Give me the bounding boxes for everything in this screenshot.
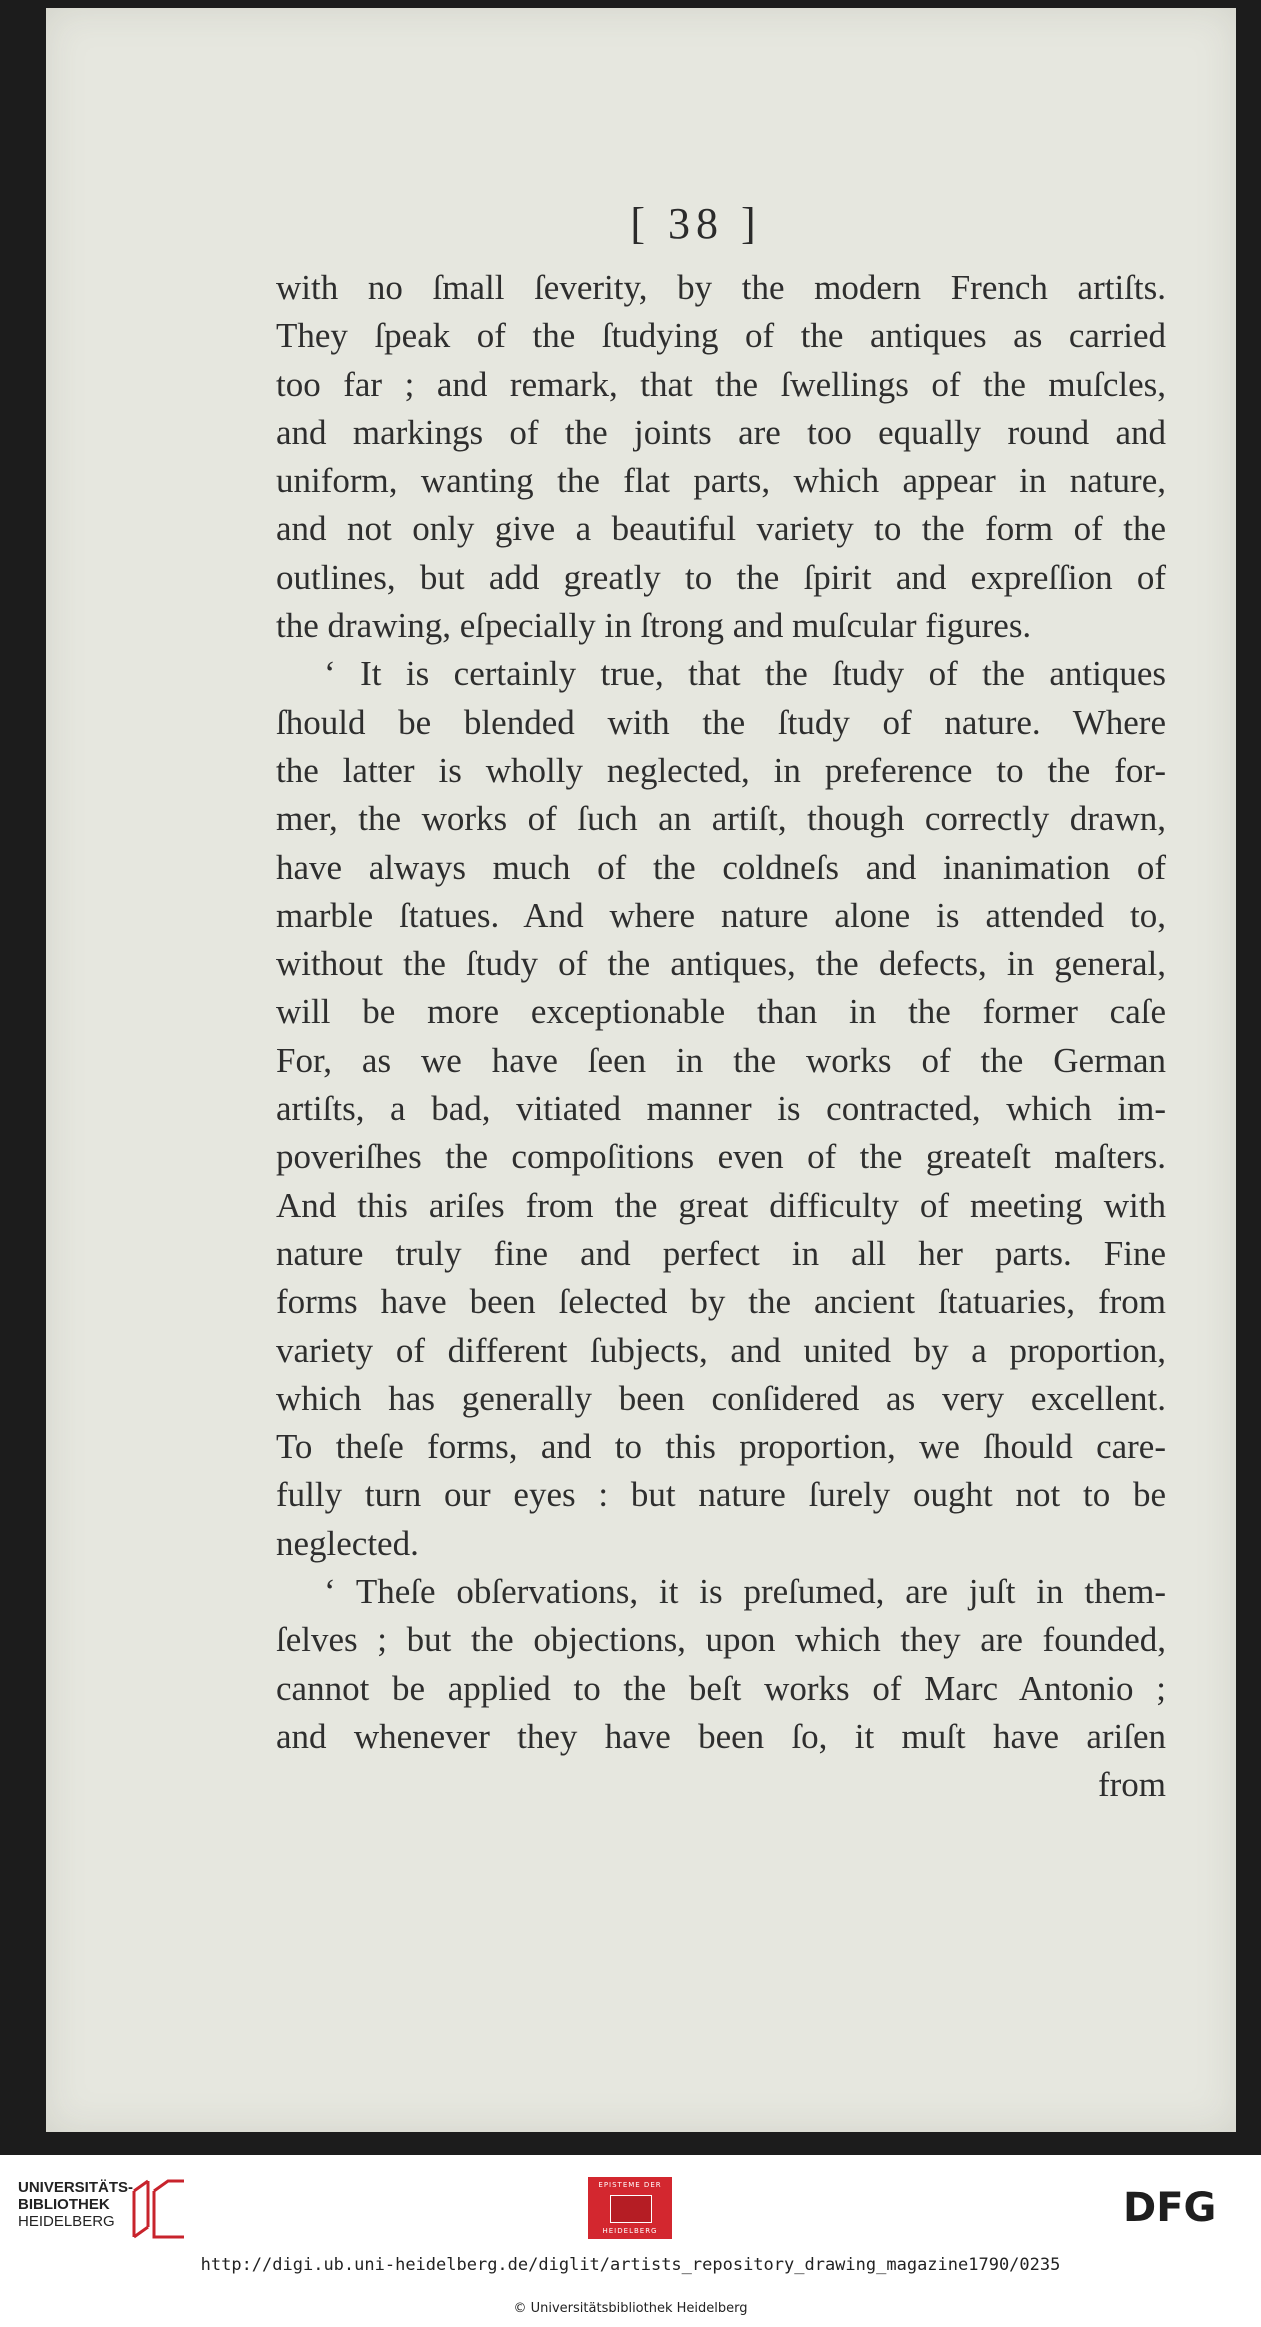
text-line: neglected. bbox=[276, 1523, 419, 1563]
text-line: fully turn our eyes : but nature ſurely ought not to be bbox=[276, 1475, 1166, 1515]
text-line: And this ariſes from the great difficulty of meeting with bbox=[276, 1185, 1166, 1225]
text-line: nature truly fine and perfect in all her parts. Fine bbox=[276, 1233, 1166, 1273]
text-line: ſelves ; but the objections, upon which they are founded, bbox=[276, 1620, 1166, 1660]
uni-line-2: BIBLIOTHEK bbox=[18, 2196, 110, 2213]
episteme-logo-top: EPISTEME DER bbox=[598, 2181, 662, 2189]
university-library-name bbox=[18, 2179, 133, 2230]
text-line: have always much of the coldneſs and inanimation of bbox=[276, 847, 1166, 887]
text-line: too far ; and remark, that the ſwellings of the muſcles, bbox=[276, 364, 1166, 404]
text-line: artiſts, a bad, vitiated manner is contracted, which im- bbox=[276, 1089, 1166, 1129]
footer bbox=[0, 2155, 1261, 2327]
seal-icon bbox=[610, 2195, 652, 2223]
text-line: To theſe forms, and to this proportion, we ſhould care- bbox=[276, 1427, 1166, 1467]
dfg-logo[interactable] bbox=[1123, 2185, 1245, 2227]
text-line: ‘ It is certainly true, that the ſtudy of the antiques bbox=[324, 654, 1166, 694]
text-line: will be more exceptionable than in the former caſe bbox=[276, 992, 1166, 1032]
uni-line-3: HEIDELBERG bbox=[18, 2213, 115, 2230]
text-line: which has generally been conſidered as very excellent. bbox=[276, 1378, 1166, 1418]
text-line: uniform, wanting the flat parts, which appear in nature, bbox=[276, 461, 1166, 501]
text-line: and whenever they have been ſo, it muſt have ariſen bbox=[276, 1716, 1166, 1756]
uni-line-1: UNIVERSITÄTS- bbox=[18, 2179, 134, 2196]
text-line: variety of different ſubjects, and united by a proportion, bbox=[276, 1330, 1166, 1370]
text-line: with no ſmall ſeverity, by the modern French artiſts. bbox=[276, 268, 1166, 307]
university-emblem-icon bbox=[128, 2177, 188, 2239]
text-line: They ſpeak of the ſtudying of the antiques as carried bbox=[276, 316, 1166, 356]
text-line: and not only give a beautiful variety to the form of the bbox=[276, 509, 1166, 549]
text-line: from bbox=[1097, 1765, 1166, 1805]
text-line: the latter is wholly neglected, in preference to the for- bbox=[276, 750, 1166, 790]
text-line: mer, the works of ſuch an artiſt, though correctly drawn, bbox=[276, 799, 1166, 839]
text-line: poveriſhes the compoſitions even of the greateſt maſters. bbox=[276, 1137, 1166, 1177]
text-line: cannot be applied to the beſt works of Marc Antonio ; bbox=[276, 1668, 1166, 1708]
episteme-logo[interactable] bbox=[588, 2177, 672, 2239]
copyright-notice: © Universitätsbibliothek Heidelberg bbox=[513, 2301, 748, 2316]
page-number: [ 38 ] bbox=[630, 199, 762, 248]
text-line: and markings of the joints are too equally round and bbox=[276, 412, 1166, 452]
episteme-logo-bottom: HEIDELBERG bbox=[602, 2227, 658, 2235]
text-line: without the ſtudy of the antiques, the defects, in general, bbox=[276, 944, 1166, 984]
text-line: forms have been ſelected by the ancient ſtatuaries, from bbox=[276, 1282, 1166, 1322]
permalink-url[interactable]: http://digi.ub.uni-heidelberg.de/diglit/artists_repository_drawing_magazine1790/0235 bbox=[200, 2255, 1061, 2275]
text-line: ‘ Theſe obſervations, it is preſumed, are juſt in them- bbox=[324, 1572, 1166, 1612]
text-block bbox=[276, 264, 1166, 1810]
text-line: ſhould be blended with the ſtudy of nature. Where bbox=[276, 702, 1166, 742]
book-page bbox=[46, 8, 1236, 2132]
text-line: the drawing, eſpecially in ſtrong and muſcular figures. bbox=[276, 606, 1032, 646]
text-line: For, as we have ſeen in the works of the German bbox=[276, 1040, 1166, 1080]
text-line: outlines, but add greatly to the ſpirit and expreſſion of bbox=[276, 557, 1166, 597]
dfg-logo-text: DFG bbox=[1123, 2185, 1217, 2227]
university-library-logo[interactable] bbox=[18, 2177, 188, 2247]
text-line: marble ſtatues. And where nature alone is attended to, bbox=[276, 895, 1166, 935]
